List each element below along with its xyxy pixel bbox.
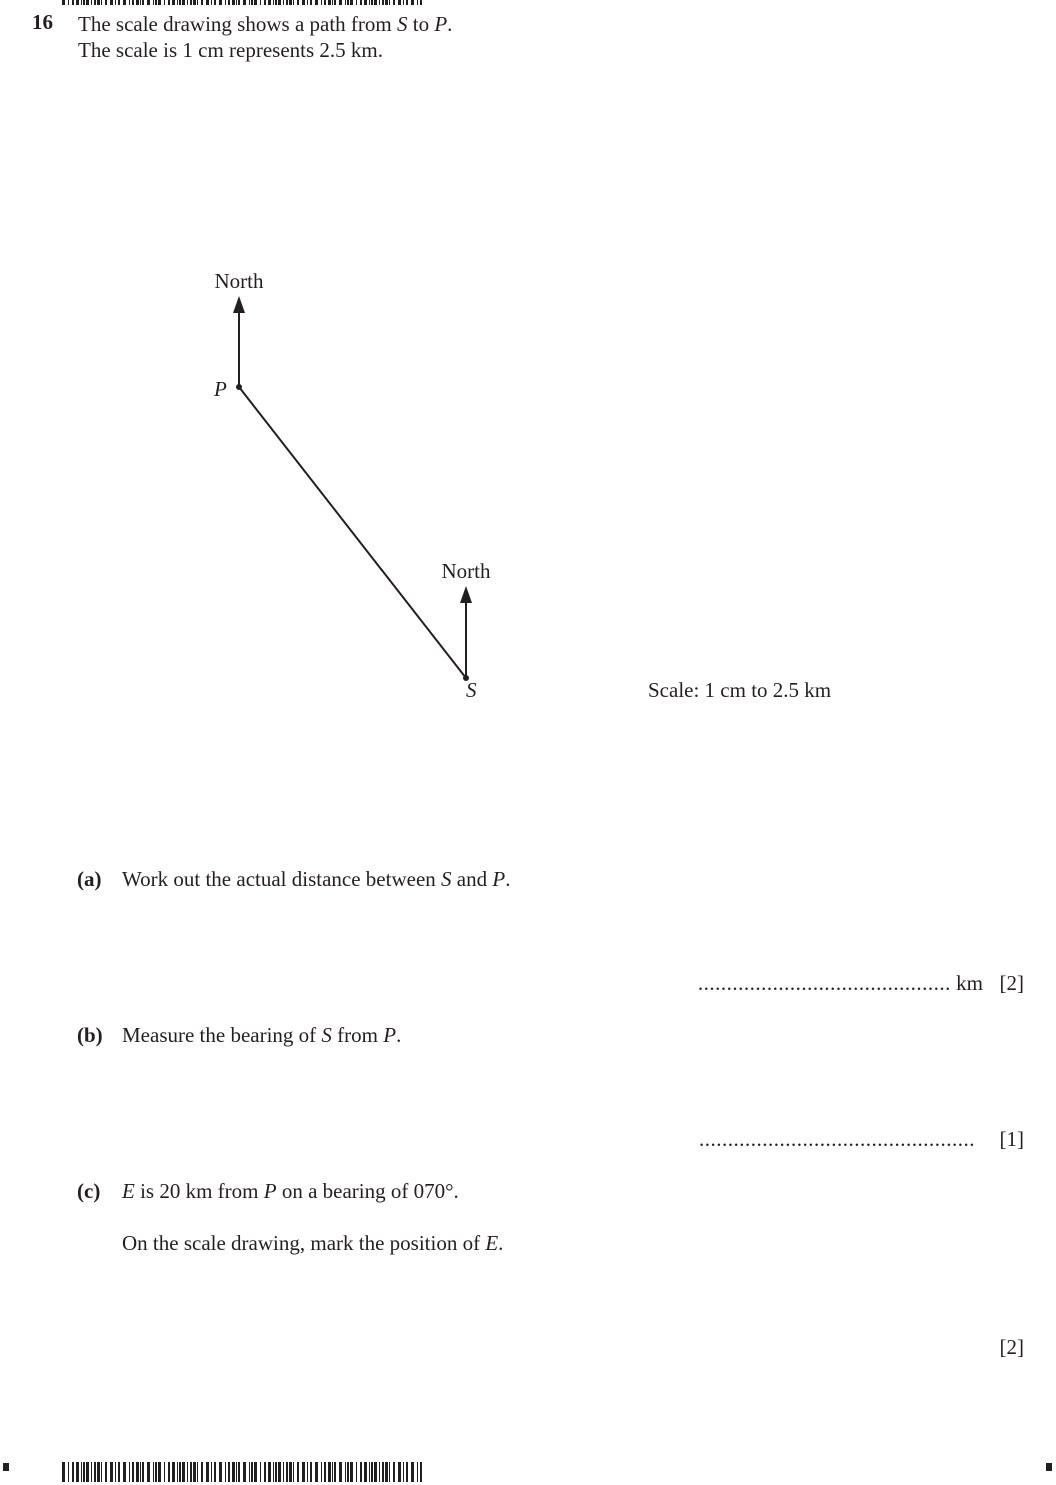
barcode-bar bbox=[283, 1462, 284, 1482]
barcode-bar bbox=[411, 1462, 414, 1482]
barcode-bar bbox=[201, 1462, 203, 1482]
barcode-bar bbox=[83, 1462, 85, 1482]
part-b-point-s: S bbox=[321, 1023, 332, 1047]
barcode-bar bbox=[369, 1462, 370, 1482]
barcode-bar bbox=[273, 1462, 274, 1482]
barcode-bar bbox=[289, 1462, 292, 1482]
barcode-bar bbox=[286, 1462, 288, 1482]
barcode-bar bbox=[86, 1462, 89, 1482]
barcode-bar bbox=[101, 1462, 102, 1482]
barcode-bar bbox=[123, 1462, 126, 1482]
stem-text: to bbox=[407, 12, 435, 36]
part-b-text: Measure the bearing of bbox=[122, 1023, 322, 1047]
barcode-bar bbox=[97, 1462, 100, 1482]
registration-mark-left bbox=[3, 1463, 9, 1471]
question-number: 16 bbox=[32, 10, 53, 34]
barcode-bar bbox=[197, 1462, 198, 1482]
point-s-label: S bbox=[466, 678, 477, 702]
north-label-s: North bbox=[441, 559, 491, 583]
barcode-bar bbox=[232, 1462, 235, 1482]
barcode-bar bbox=[293, 1462, 294, 1482]
part-a-point-p: P bbox=[492, 867, 506, 891]
barcode-bar bbox=[339, 1462, 342, 1482]
part-a-text: and bbox=[451, 867, 493, 891]
barcode-bar bbox=[264, 1462, 266, 1482]
question-stem-line2: The scale is 1 cm represents 2.5 km. bbox=[78, 38, 383, 62]
barcode-bar bbox=[62, 1462, 65, 1482]
barcode-bar bbox=[91, 1462, 92, 1482]
barcode-bar bbox=[140, 1462, 141, 1482]
barcode-bar bbox=[356, 1462, 357, 1482]
barcode-bar bbox=[206, 1462, 209, 1482]
barcode-bar bbox=[307, 1462, 308, 1482]
barcode-bar bbox=[251, 1462, 253, 1482]
barcode-bar bbox=[420, 1462, 422, 1482]
barcode-bar bbox=[278, 1462, 281, 1482]
part-b-answer-area bbox=[699, 1126, 1024, 1152]
barcode-bar bbox=[219, 1462, 222, 1482]
barcode-bar bbox=[324, 1462, 326, 1482]
part-b-question bbox=[122, 1022, 401, 1048]
north-arrow-p-head bbox=[233, 296, 245, 313]
barcode-bar bbox=[350, 1462, 353, 1482]
barcode-bar bbox=[182, 1462, 185, 1482]
part-c-point-e: E bbox=[122, 1179, 135, 1203]
barcode-bar bbox=[214, 1462, 216, 1482]
barcode-bar bbox=[360, 1462, 362, 1482]
barcode-bar bbox=[268, 1462, 271, 1482]
barcode-bar bbox=[193, 1462, 196, 1482]
barcode-bar bbox=[129, 1462, 130, 1482]
north-label-p: North bbox=[214, 269, 264, 293]
barcode-bar bbox=[364, 1462, 367, 1482]
part-a-label bbox=[77, 866, 102, 892]
barcode-bar bbox=[385, 1462, 388, 1482]
registration-mark-right bbox=[1046, 1463, 1052, 1471]
point-p-label: P bbox=[214, 377, 227, 401]
barcode-bar bbox=[177, 1462, 178, 1482]
barcode-bar bbox=[158, 1462, 161, 1482]
part-b-point-p: P bbox=[383, 1023, 397, 1047]
stem-text: . bbox=[447, 12, 453, 36]
north-arrow-s-head bbox=[460, 586, 472, 603]
barcode-bar bbox=[228, 1462, 230, 1482]
part-b-marks: [1] bbox=[999, 1127, 1024, 1151]
part-c-marks: [2] bbox=[999, 1335, 1024, 1359]
barcode-bar bbox=[417, 1462, 418, 1482]
barcode-bar bbox=[334, 1462, 336, 1482]
barcode-bar bbox=[297, 1462, 299, 1482]
barcode-bar bbox=[379, 1462, 380, 1482]
point-p bbox=[236, 384, 242, 390]
part-c-instruction bbox=[122, 1230, 503, 1256]
part-c-text: is 20 km from bbox=[134, 1179, 264, 1203]
barcode-bar bbox=[236, 1462, 237, 1482]
part-b-text: . bbox=[396, 1023, 402, 1047]
barcode-bar bbox=[310, 1462, 312, 1482]
barcode-bar bbox=[374, 1462, 377, 1482]
barcode-bar bbox=[187, 1462, 188, 1482]
part-a-text: Work out the actual distance between bbox=[122, 867, 442, 891]
path-segment-sp bbox=[239, 387, 466, 678]
barcode-bar bbox=[406, 1462, 408, 1482]
barcode-bar bbox=[172, 1462, 175, 1482]
barcode-bar bbox=[147, 1462, 150, 1482]
barcode-bar bbox=[382, 1462, 384, 1482]
barcode-bar bbox=[315, 1462, 318, 1482]
barcode-bar bbox=[403, 1462, 404, 1482]
barcode-bar bbox=[142, 1462, 144, 1482]
barcode-bar bbox=[68, 1462, 69, 1482]
barcode-bar bbox=[238, 1462, 240, 1482]
part-c-text: on a bearing of 070°. bbox=[276, 1179, 459, 1203]
part-b-label-text: (b) bbox=[77, 1023, 103, 1047]
barcode-bar bbox=[249, 1462, 250, 1482]
barcode-bar bbox=[168, 1462, 170, 1482]
footer-barcode bbox=[62, 1462, 424, 1482]
scale-caption: Scale: 1 cm to 2.5 km bbox=[648, 678, 832, 702]
barcode-bar bbox=[164, 1462, 165, 1482]
part-c-label-text: (c) bbox=[77, 1179, 101, 1203]
barcode-bar bbox=[225, 1462, 226, 1482]
barcode-bar bbox=[393, 1462, 395, 1482]
part-a-answer-line[interactable]: ............................................ bbox=[697, 971, 951, 995]
part-a-text: . bbox=[505, 867, 511, 891]
part-c-question bbox=[122, 1178, 459, 1204]
stem-text: The scale drawing shows a path from bbox=[78, 12, 397, 36]
barcode-bar bbox=[260, 1462, 261, 1482]
stem-point-s: S bbox=[397, 12, 408, 36]
barcode-bar bbox=[94, 1462, 96, 1482]
barcode-bar bbox=[243, 1462, 246, 1482]
barcode-bar bbox=[321, 1462, 322, 1482]
barcode-bar bbox=[211, 1462, 212, 1482]
barcode-bar bbox=[398, 1462, 401, 1482]
barcode-bar bbox=[72, 1462, 74, 1482]
part-b-label bbox=[77, 1022, 103, 1048]
part-c-label bbox=[77, 1178, 100, 1204]
part-a-marks: [2] bbox=[999, 971, 1024, 995]
barcode-bar bbox=[155, 1462, 157, 1482]
barcode-bar bbox=[136, 1462, 139, 1482]
barcode-bar bbox=[132, 1462, 134, 1482]
barcode-bar bbox=[332, 1462, 333, 1482]
part-a-label-text: (a) bbox=[77, 867, 102, 891]
barcode-bar bbox=[328, 1462, 331, 1482]
barcode-bar bbox=[275, 1462, 277, 1482]
barcode-bar bbox=[153, 1462, 154, 1482]
barcode-bar bbox=[347, 1462, 349, 1482]
barcode-bar bbox=[190, 1462, 192, 1482]
barcode-bar bbox=[118, 1462, 120, 1482]
barcode-bar bbox=[115, 1462, 116, 1482]
part-a-point-s: S bbox=[441, 867, 452, 891]
stem-point-p: P bbox=[434, 12, 448, 36]
barcode-bar bbox=[302, 1462, 305, 1482]
part-a-unit: km bbox=[956, 971, 983, 995]
barcode-bar bbox=[371, 1462, 373, 1482]
part-c-instruction-text: On the scale drawing, mark the position of bbox=[122, 1231, 486, 1255]
barcode-bar bbox=[110, 1462, 113, 1482]
part-b-text: from bbox=[331, 1023, 384, 1047]
barcode-bar bbox=[76, 1462, 79, 1482]
part-c-instruction-text: . bbox=[498, 1231, 504, 1255]
barcode-bar bbox=[179, 1462, 181, 1482]
barcode-bar bbox=[254, 1462, 257, 1482]
part-a-answer-area bbox=[698, 970, 1024, 996]
part-b-answer-line[interactable]: ................................................ bbox=[699, 1127, 975, 1151]
part-a-question bbox=[122, 866, 510, 892]
part-c-instruction-point-e: E bbox=[485, 1231, 499, 1255]
barcode-bar bbox=[389, 1462, 390, 1482]
barcode-bar bbox=[81, 1462, 82, 1482]
barcode-bar bbox=[105, 1462, 107, 1482]
barcode-bar bbox=[345, 1462, 346, 1482]
part-c-point-p: P bbox=[263, 1179, 277, 1203]
